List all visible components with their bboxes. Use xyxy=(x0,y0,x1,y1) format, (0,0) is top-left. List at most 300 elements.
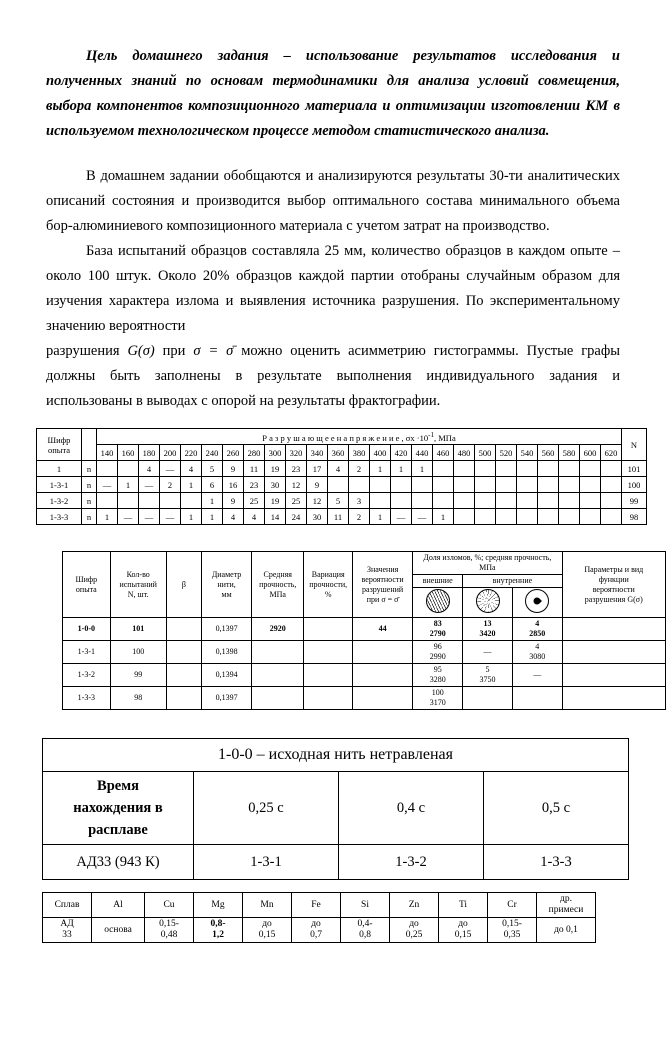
cell-mn-line1: до xyxy=(262,919,272,929)
row-total: 99 xyxy=(622,493,647,509)
cell-code-3: 1-3-3 xyxy=(484,845,629,880)
table-row-header xyxy=(63,552,666,575)
cell-si-line2: 0,8 xyxy=(359,930,371,940)
cell-mg-line2: 1,2 xyxy=(212,930,224,940)
row-defect-external xyxy=(413,664,463,687)
row-label: 1-3-2 xyxy=(37,493,82,509)
table-row-header xyxy=(43,893,596,918)
cell xyxy=(517,477,538,493)
row-diameter: 0,1397 xyxy=(202,618,252,641)
header-mn: Mn xyxy=(243,893,292,918)
header-stress xyxy=(97,429,622,445)
header-avg-line1: Средняя xyxy=(263,569,292,579)
cell: 2 xyxy=(349,461,370,477)
col-500: 500 xyxy=(475,445,496,461)
cell xyxy=(328,477,349,493)
cell: 1 xyxy=(412,461,433,477)
cell-zn-line1: до xyxy=(409,919,419,929)
cell xyxy=(160,493,181,509)
table-row xyxy=(43,772,629,845)
cell: 25 xyxy=(286,493,307,509)
defect-external-percent: 95 xyxy=(433,665,442,674)
cell xyxy=(559,461,580,477)
header-probability-line4: при σ = σ̄ xyxy=(366,594,399,604)
col-540: 540 xyxy=(517,445,538,461)
fracture-hatched-circle-icon xyxy=(426,589,450,613)
cell: 1 xyxy=(181,477,202,493)
cell xyxy=(475,509,496,525)
row-label: 1 xyxy=(37,461,82,477)
cell xyxy=(496,509,517,525)
row-count: 98 xyxy=(110,687,166,710)
table-row xyxy=(43,845,629,880)
table-alloy-composition-wrap xyxy=(42,892,666,943)
header-cu: Cu xyxy=(145,893,194,918)
cell: 4 xyxy=(223,509,244,525)
cell: — xyxy=(391,509,412,525)
row-defect-internal-1 xyxy=(463,664,513,687)
col-420: 420 xyxy=(391,445,412,461)
row-avg-strength xyxy=(252,664,304,687)
cell xyxy=(97,461,118,477)
row-n: n xyxy=(82,509,97,525)
header-probability xyxy=(353,552,413,618)
header-count xyxy=(110,552,166,618)
cell-alloy-name-line1: АД xyxy=(60,919,74,929)
document-body xyxy=(46,44,620,414)
cell xyxy=(454,509,475,525)
cell xyxy=(601,509,622,525)
cell: 23 xyxy=(286,461,307,477)
defect-internal2-percent: 4 xyxy=(535,642,540,651)
row-total: 101 xyxy=(622,461,647,477)
header-shifr xyxy=(63,552,111,618)
table-row xyxy=(37,493,647,509)
row-defect-external xyxy=(413,687,463,710)
header-params-line4: разрушения G(σ) xyxy=(584,594,643,604)
cell xyxy=(538,493,559,509)
row-probability xyxy=(353,641,413,664)
cell: 1 xyxy=(391,461,412,477)
defect-internal1-percent: 13 xyxy=(483,619,492,628)
row-avg-strength xyxy=(252,687,304,710)
cell: 4 xyxy=(139,461,160,477)
formula-mid: при xyxy=(154,343,194,359)
defect-external-percent: 83 xyxy=(433,619,442,628)
row-shifr: 1-3-1 xyxy=(63,641,111,664)
cell: 4 xyxy=(181,461,202,477)
cell xyxy=(601,477,622,493)
cell-fe-line1: до xyxy=(311,919,321,929)
cell-fe xyxy=(292,918,341,943)
header-cr: Cr xyxy=(488,893,537,918)
cell xyxy=(496,477,517,493)
header-probability-line3: разрушений xyxy=(362,584,404,594)
cell xyxy=(475,493,496,509)
cell xyxy=(538,509,559,525)
formula-g: G( xyxy=(127,343,143,359)
cell xyxy=(601,461,622,477)
table-row xyxy=(63,664,666,687)
col-620: 620 xyxy=(601,445,622,461)
row-beta xyxy=(166,664,201,687)
cell-time-3: 0,5 с xyxy=(484,772,629,845)
cell xyxy=(475,461,496,477)
cell: 17 xyxy=(307,461,328,477)
table-row xyxy=(37,509,647,525)
cell: 23 xyxy=(244,477,265,493)
row-label-time-line1: Время xyxy=(97,778,139,794)
header-variation-line2: прочности, xyxy=(309,579,348,589)
col-220: 220 xyxy=(181,445,202,461)
header-total: N xyxy=(622,429,647,461)
header-stress-text: Р а з р у ш а ю щ е е н а п р я ж е н и е , σх ·10 xyxy=(262,432,429,443)
row-avg-strength: 2920 xyxy=(252,618,304,641)
row-variation xyxy=(304,687,353,710)
header-zn: Zn xyxy=(390,893,439,918)
row-defect-internal-1 xyxy=(463,618,513,641)
row-defect-external xyxy=(413,641,463,664)
cell xyxy=(118,493,139,509)
cell: 24 xyxy=(286,509,307,525)
cell: 5 xyxy=(328,493,349,509)
cell xyxy=(475,477,496,493)
col-580: 580 xyxy=(559,445,580,461)
cell-ti xyxy=(439,918,488,943)
row-diameter: 0,1398 xyxy=(202,641,252,664)
cell-zn xyxy=(390,918,439,943)
formula-g-close: ) xyxy=(149,343,155,359)
col-320: 320 xyxy=(286,445,307,461)
defect-external-strength: 2790 xyxy=(429,629,446,638)
table-experiments-wrap xyxy=(62,551,666,710)
header-probability-line2: вероятности xyxy=(361,574,404,584)
cell: 2 xyxy=(160,477,181,493)
defect-internal2-strength: 3080 xyxy=(529,652,546,661)
cell-mg-line1: 0,8- xyxy=(210,919,226,929)
header-fe: Fe xyxy=(292,893,341,918)
row-params xyxy=(562,687,665,710)
table-strength-distribution xyxy=(36,428,647,525)
row-count: 101 xyxy=(110,618,166,641)
row-label-time-line3: расплаве xyxy=(88,822,148,838)
header-count-line2: испытаний xyxy=(119,579,157,589)
cell xyxy=(601,493,622,509)
cell xyxy=(412,493,433,509)
cell-cr xyxy=(488,918,537,943)
row-defect-internal-2 xyxy=(512,641,562,664)
row-count: 99 xyxy=(110,664,166,687)
header-diameter-line2: нити, xyxy=(217,579,236,589)
cell: 30 xyxy=(307,509,328,525)
cell: 1 xyxy=(370,461,391,477)
header-shifr-line1: Шифр xyxy=(47,434,71,445)
table-melt-title: 1-0-0 – исходная нить нетравленая xyxy=(43,739,629,772)
cell-alloy-name xyxy=(43,918,92,943)
cell: — xyxy=(139,509,160,525)
cell xyxy=(580,477,601,493)
header-params xyxy=(562,552,665,618)
cell: 2 xyxy=(349,509,370,525)
header-diameter xyxy=(202,552,252,618)
cell-other: до 0,1 xyxy=(537,918,596,943)
row-total: 98 xyxy=(622,509,647,525)
table-experiments xyxy=(62,551,666,710)
cell xyxy=(559,493,580,509)
cell xyxy=(412,477,433,493)
header-params-line3: вероятности xyxy=(592,584,635,594)
table-strength-distribution-wrap xyxy=(36,428,666,525)
defect-icon-cell-internal-2 xyxy=(512,588,562,618)
header-stress-unit: , МПа xyxy=(434,432,456,443)
row-probability xyxy=(353,687,413,710)
defect-external-strength: 3280 xyxy=(429,675,446,684)
cell xyxy=(454,461,475,477)
col-160: 160 xyxy=(118,445,139,461)
col-480: 480 xyxy=(454,445,475,461)
cell: 1 xyxy=(97,509,118,525)
cell: 1 xyxy=(181,509,202,525)
header-params-line2: функции xyxy=(598,574,629,584)
cell xyxy=(370,493,391,509)
header-mg: Mg xyxy=(194,893,243,918)
header-alloy: Сплав xyxy=(43,893,92,918)
row-label-alloy: АД33 (943 К) xyxy=(43,845,194,880)
cell xyxy=(559,509,580,525)
defect-internal2-strength: 2850 xyxy=(529,629,546,638)
formula-cond-right: σ̄ xyxy=(226,343,234,359)
col-360: 360 xyxy=(328,445,349,461)
header-shifr-line2: опыта xyxy=(47,444,71,455)
table-melt-time-wrap xyxy=(42,738,666,880)
cell: 4 xyxy=(328,461,349,477)
cell: — xyxy=(160,461,181,477)
cell xyxy=(181,493,202,509)
cell-ti-line1: до xyxy=(458,919,468,929)
cell xyxy=(433,461,454,477)
col-300: 300 xyxy=(265,445,286,461)
cell-al: основа xyxy=(92,918,145,943)
row-defect-internal-2 xyxy=(512,687,562,710)
table-row xyxy=(37,461,647,477)
table-row xyxy=(63,641,666,664)
header-beta: β xyxy=(166,552,201,618)
header-avg-line2: прочность, xyxy=(259,579,297,589)
cell xyxy=(391,477,412,493)
row-label: 1-3-3 xyxy=(37,509,82,525)
cell xyxy=(391,493,412,509)
cell: 1 xyxy=(202,493,223,509)
cell: — xyxy=(160,509,181,525)
cell xyxy=(370,477,391,493)
row-defect-internal-1 xyxy=(463,641,513,664)
header-ti: Ti xyxy=(439,893,488,918)
cell-mn-line2: 0,15 xyxy=(258,930,276,940)
cell xyxy=(559,477,580,493)
row-probability: 44 xyxy=(353,618,413,641)
header-external: внешние xyxy=(413,575,463,588)
header-al: Al xyxy=(92,893,145,918)
row-defect-internal-1 xyxy=(463,687,513,710)
col-400: 400 xyxy=(370,445,391,461)
cell: 14 xyxy=(265,509,286,525)
cell xyxy=(538,461,559,477)
cell: 3 xyxy=(349,493,370,509)
row-params xyxy=(562,618,665,641)
row-probability xyxy=(353,664,413,687)
cell: 30 xyxy=(265,477,286,493)
cell-mn xyxy=(243,918,292,943)
col-180: 180 xyxy=(139,445,160,461)
cell-si-line1: 0,4- xyxy=(357,919,373,929)
table-alloy-composition xyxy=(42,892,596,943)
row-defect-external xyxy=(413,618,463,641)
cell-cu xyxy=(145,918,194,943)
formula-tail: можно оценить асимметрию гистограммы. Пустые графы должны быть заполнены в результате выполнения индивидуального задания и использованы в выводах с опорой на результаты фрактографии. xyxy=(46,343,620,409)
cell xyxy=(517,461,538,477)
cell-code-2: 1-3-2 xyxy=(339,845,484,880)
cell-time-2: 0,4 с xyxy=(339,772,484,845)
header-count-line1: Кол-во xyxy=(126,569,150,579)
formula-prefix: разрушения xyxy=(46,343,128,359)
col-140: 140 xyxy=(97,445,118,461)
defect-internal1-strength: 3420 xyxy=(479,629,496,638)
row-variation xyxy=(304,664,353,687)
paragraph-summary: В домашнем задании обобщаются и анализируются результаты 30-ти аналитических описаний состояния и производится выбор оптимального состава минимального объема бор-алюминиевого композиционного материала с учетом затрат на производство. xyxy=(46,168,620,234)
cell: 11 xyxy=(328,509,349,525)
table-row xyxy=(63,687,666,710)
row-label: 1-3-1 xyxy=(37,477,82,493)
row-total: 100 xyxy=(622,477,647,493)
cell xyxy=(580,461,601,477)
header-internal: внутренние xyxy=(463,575,562,588)
col-600: 600 xyxy=(580,445,601,461)
header-other xyxy=(537,893,596,918)
cell-time-1: 0,25 с xyxy=(194,772,339,845)
table-row xyxy=(43,918,596,943)
col-260: 260 xyxy=(223,445,244,461)
row-label-time xyxy=(43,772,194,845)
header-variation-line1: Вариация xyxy=(311,569,345,579)
cell-si xyxy=(341,918,390,943)
header-si: Si xyxy=(341,893,390,918)
cell: 9 xyxy=(223,461,244,477)
header-shifr xyxy=(37,429,82,461)
col-200: 200 xyxy=(160,445,181,461)
cell: 1 xyxy=(202,509,223,525)
header-probability-line1: Значения xyxy=(366,564,399,574)
cell: 5 xyxy=(202,461,223,477)
cell xyxy=(454,477,475,493)
col-240: 240 xyxy=(202,445,223,461)
formula-sigma: σ xyxy=(142,343,150,359)
header-avg-line3: МПа xyxy=(269,589,286,599)
header-count-line3: N, шт. xyxy=(127,589,149,599)
header-variation xyxy=(304,552,353,618)
cell: 9 xyxy=(307,477,328,493)
paragraph-base: База испытаний образцов составляла 25 мм, количество образцов в каждом опыте – около 100 штук. Около 20% образцов каждой партии отобраны случайным образом для изучения характера излома и выявления источника разрушения. По экспериментальному значению вероятности xyxy=(46,243,620,334)
cell: 19 xyxy=(265,493,286,509)
cell xyxy=(538,477,559,493)
col-460: 460 xyxy=(433,445,454,461)
cell xyxy=(349,477,370,493)
col-280: 280 xyxy=(244,445,265,461)
defect-external-percent: 96 xyxy=(433,642,442,651)
header-diameter-line3: мм xyxy=(221,589,232,599)
defect-icon-cell-external xyxy=(413,588,463,618)
cell-zn-line2: 0,25 xyxy=(405,930,423,940)
defect-internal2-percent: — xyxy=(533,670,542,679)
cell: 12 xyxy=(286,477,307,493)
table-row xyxy=(37,477,647,493)
header-fracture-share: Доля изломов, %; средняя прочность, МПа xyxy=(413,552,562,575)
header-n-col xyxy=(82,429,97,461)
defect-internal1-percent: — xyxy=(483,647,492,656)
cell: — xyxy=(139,477,160,493)
cell: 16 xyxy=(223,477,244,493)
cell: — xyxy=(118,509,139,525)
defect-internal1-percent: 5 xyxy=(485,665,490,674)
table-melt-time xyxy=(42,738,629,880)
row-defect-internal-2 xyxy=(512,664,562,687)
row-avg-strength xyxy=(252,641,304,664)
row-n: n xyxy=(82,461,97,477)
cell xyxy=(496,493,517,509)
cell: 1 xyxy=(118,477,139,493)
row-defect-internal-2 xyxy=(512,618,562,641)
cell xyxy=(517,509,538,525)
header-variation-line3: % xyxy=(324,589,332,599)
row-variation xyxy=(304,618,353,641)
cell xyxy=(97,493,118,509)
cell: 12 xyxy=(307,493,328,509)
paragraph-formula xyxy=(46,339,620,414)
row-count: 100 xyxy=(110,641,166,664)
row-beta xyxy=(166,618,201,641)
col-560: 560 xyxy=(538,445,559,461)
table-row xyxy=(63,618,666,641)
cell xyxy=(496,461,517,477)
cell: 4 xyxy=(244,509,265,525)
cell xyxy=(580,509,601,525)
fracture-radial-circle-icon xyxy=(476,589,500,613)
col-520: 520 xyxy=(496,445,517,461)
row-shifr: 1-3-3 xyxy=(63,687,111,710)
row-diameter: 0,1394 xyxy=(202,664,252,687)
cell xyxy=(454,493,475,509)
paragraph-goal: Цель домашнего задания – использование результатов исследования и полученных знаний по основам термодинамики для анализа условий совмещения, выбора компонентов композиционного материала и оптимизации изготовлении КМ в используемом технологическом процессе методом статистического анализа. xyxy=(46,48,620,139)
formula-cond-left: σ = xyxy=(193,343,227,359)
fracture-core-circle-icon xyxy=(525,589,549,613)
header-shifr-line1: Шифр xyxy=(75,574,98,584)
col-340: 340 xyxy=(307,445,328,461)
cell: 1 xyxy=(370,509,391,525)
cell-ti-line2: 0,15 xyxy=(454,930,472,940)
row-beta xyxy=(166,641,201,664)
cell xyxy=(139,493,160,509)
defect-external-percent: 100 xyxy=(431,688,444,697)
table-row-title xyxy=(43,739,629,772)
cell-cu-line1: 0,15- xyxy=(159,919,179,929)
cell-cr-line1: 0,15- xyxy=(502,919,522,929)
cell-cr-line2: 0,35 xyxy=(503,930,521,940)
cell-alloy-name-line2: 33 xyxy=(62,930,72,940)
defect-internal1-strength: 3750 xyxy=(479,675,496,684)
cell: 11 xyxy=(244,461,265,477)
row-params xyxy=(562,664,665,687)
table-row-header xyxy=(37,429,647,445)
cell xyxy=(118,461,139,477)
